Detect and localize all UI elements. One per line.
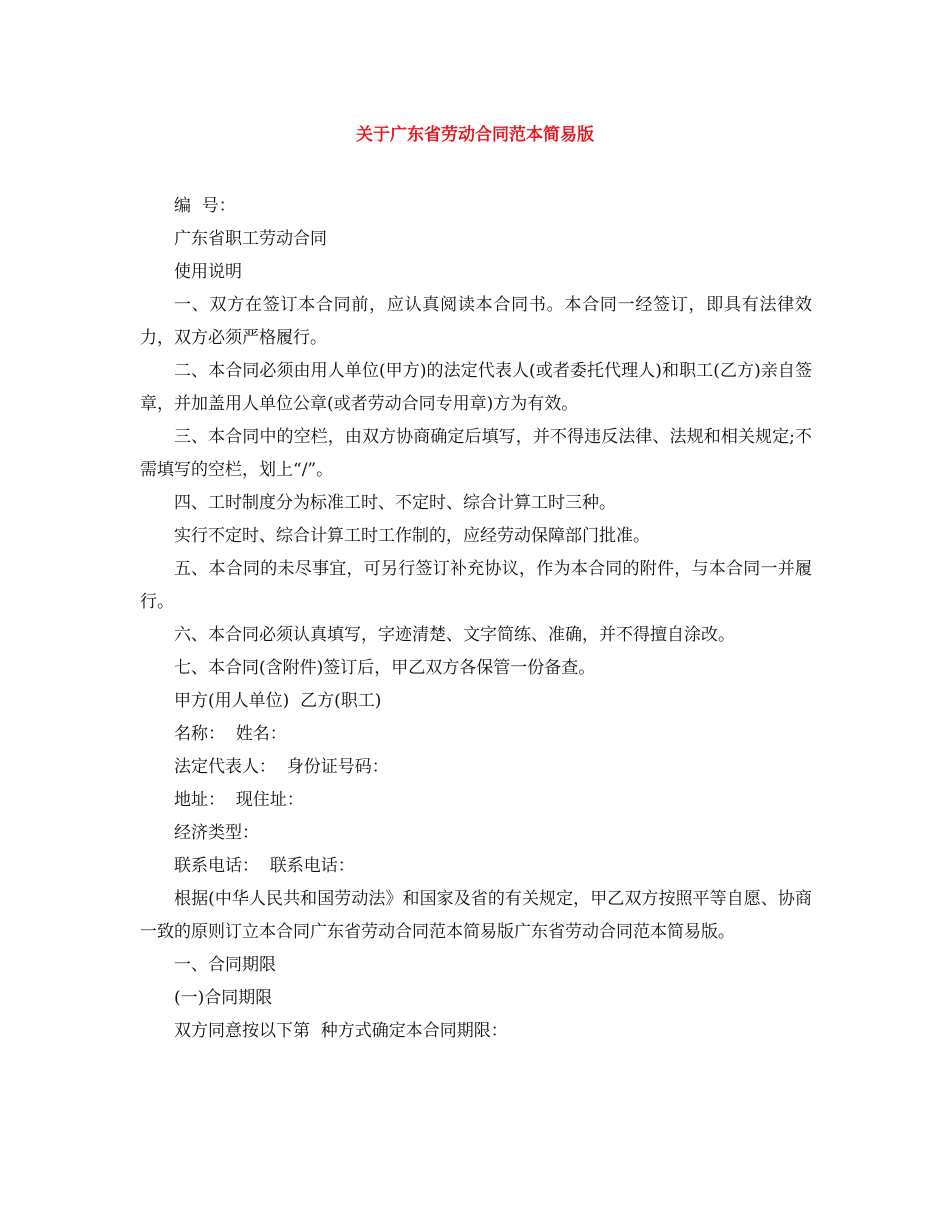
paragraph-instructions-heading: 使用说明 [174,262,242,282]
paragraph-number: 编 号： [174,196,236,216]
document-title: 关于广东省劳动合同范本简易版 [356,125,594,145]
paragraph-parties: 甲方(用人单位) 乙方(职工) [174,691,382,711]
paragraph-subsection-1: (一)合同期限 [174,988,273,1008]
paragraph-economic-type: 经济类型： [174,823,259,843]
paragraph-term-method: 双方同意按以下第 种方式确定本合同期限： [174,1021,508,1041]
paragraph-section-1: 一、合同期限 [174,955,276,975]
paragraph-instruction-6: 六、本合同必须认真填写，字迹清楚、文字简练、准确，并不得擅自涂改。 [174,625,735,645]
paragraph-representative-fields: 法定代表人： 身份证号码： [174,757,389,777]
paragraph-instruction-2: 二、本合同必须由用人单位(甲方)的法定代表人(或者委托代理人)和职工(乙方)亲自签章，并加盖用人单位公章(或者劳动合同专用章)方为有效。 [140,361,812,414]
paragraph-instruction-5: 五、本合同的未尽事宜，可另行签订补充协议，作为本合同的附件，与本合同一并履行。 [140,559,812,612]
paragraph-preamble: 根据(中华人民共和国劳动法》和国家及省的有关规定，甲乙双方按照平等自愿、协商一致的原则订立本合同广东省劳动合同范本简易版广东省劳动合同范本简易版。 [140,889,812,942]
paragraph-instruction-1: 一、双方在签订本合同前，应认真阅读本合同书。本合同一经签订，即具有法律效力，双方必须严格履行。 [140,295,812,348]
paragraph-phone-fields: 联系电话： 联系电话： [174,856,355,876]
paragraph-instruction-3: 三、本合同中的空栏，由双方协商确定后填写，并不得违反法律、法规和相关规定;不需填写的空栏，划上“/”。 [140,427,812,480]
paragraph-address-fields: 地址： 现住址： [174,790,304,810]
paragraph-instruction-4-note: 实行不定时、综合计算工时工作制的，应经劳动保障部门批准。 [174,526,650,546]
paragraph-instruction-7: 七、本合同(含附件)签订后，甲乙双方各保管一份备查。 [174,658,596,678]
paragraph-contract-name: 广东省职工劳动合同 [174,229,327,249]
document-body [140,190,812,1048]
paragraph-instruction-4: 四、工时制度分为标准工时、不定时、综合计算工时三种。 [174,493,616,513]
paragraph-name-fields: 名称： 姓名： [174,724,287,744]
